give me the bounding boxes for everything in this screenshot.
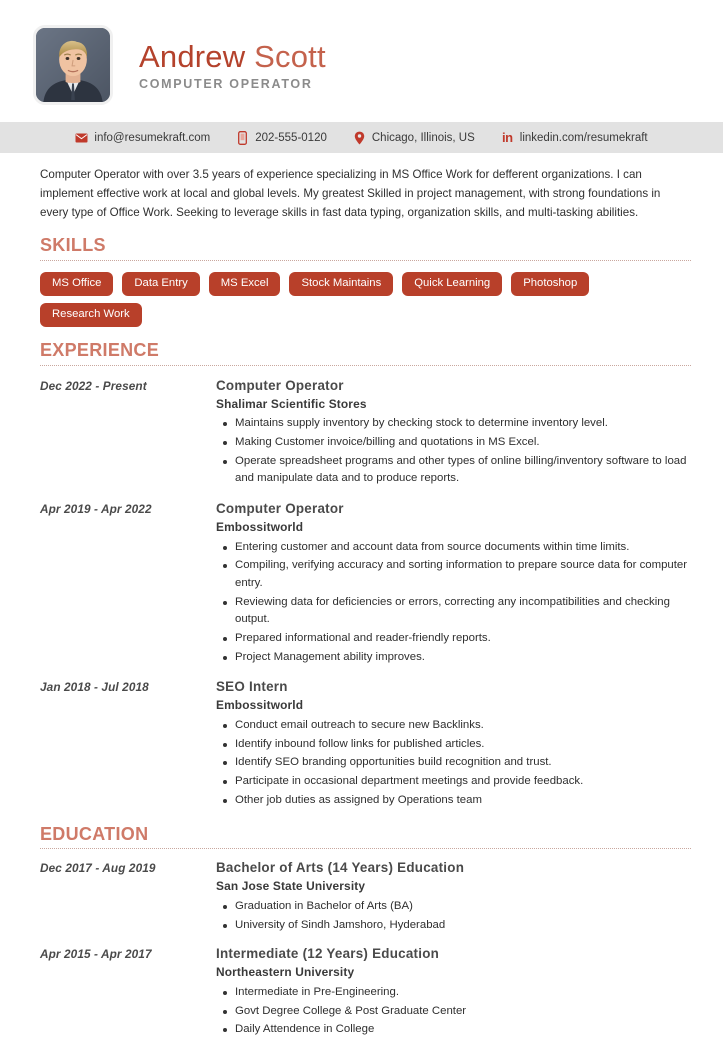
experience-entry [40,377,691,489]
bullet-item: Participate in occasional department meetings and provide feedback. [235,773,691,791]
bullet-item: Prepared informational and reader-friendly reports. [235,630,691,648]
experience-role: Computer Operator [216,377,344,393]
bullet-item: Govt Degree College & Post Graduate Center [235,1003,691,1021]
contact-location[interactable] [353,131,475,145]
profile-photo-icon [36,28,110,102]
experience-entry [40,500,691,667]
section-title-experience: EXPERIENCE [40,340,691,366]
linkedin-glyph: in [502,130,513,145]
section-title-skills: SKILLS [40,235,691,261]
summary-text: Computer Operator with over 3.5 years of experience specializing in MS Office Work for defferent organizations. I can implement effective work at local and global levels. My greatest Skilled in project management, with strong foundations in every type of Office Work. Seeking to leverage skills in fast data typing, organization skills, and multi-tasking abilities. [40,168,661,219]
contact-phone-text: 202-555-0120 [255,131,327,144]
section-education [40,824,691,1040]
education-entry [40,859,691,935]
bullet-item: Project Management ability improves. [235,649,691,667]
bullet-item: Entering customer and account data from source documents within time limits. [235,539,691,557]
map-pin-icon [353,131,366,145]
skill-chip[interactable]: Stock Maintains [289,272,393,296]
skill-chip[interactable]: MS Excel [209,272,281,296]
experience-org: Embossitworld [216,520,304,535]
envelope-icon [75,131,88,145]
first-name: Andrew [139,38,246,74]
section-title-education: EDUCATION [40,824,691,850]
experience-details [216,377,691,489]
bullet-item: Intermediate in Pre-Engineering. [235,984,691,1002]
bullet-item: University of Sindh Jamshoro, Hyderabad [235,917,691,935]
linkedin-icon [501,131,514,145]
experience-date: Dec 2022 - Present [40,378,147,393]
resume-header [0,0,723,122]
experience-details [216,678,691,810]
contact-email[interactable] [75,131,210,145]
mobile-phone-icon [236,131,249,145]
bullet-item: Making Customer invoice/billing and quotations in MS Excel. [235,434,691,452]
experience-role: Computer Operator [216,500,344,516]
experience-role: SEO Intern [216,679,288,695]
bullet-item: Maintains supply inventory by checking stock to determine inventory level. [235,415,691,433]
job-title: COMPUTER OPERATOR [139,77,313,92]
skills-list [40,272,691,327]
education-bullets [216,984,691,1039]
contact-location-text: Chicago, Illinois, US [371,131,475,144]
experience-details [216,500,691,667]
education-school: San Jose State University [216,879,366,894]
experience-bullets [216,539,691,667]
skill-chip[interactable]: Research Work [40,303,142,327]
bullet-item: Other job duties as assigned by Operations team [235,792,691,810]
experience-date: Apr 2019 - Apr 2022 [40,501,152,516]
last-name: Scott [254,38,326,74]
education-entry [40,945,691,1040]
experience-entry [40,678,691,810]
skill-chip[interactable]: MS Office [40,272,113,296]
education-bullets [216,898,691,934]
education-date: Apr 2015 - Apr 2017 [40,947,152,962]
contact-linkedin[interactable] [501,131,648,145]
experience-org: Embossitworld [216,698,304,713]
contact-bar [0,122,723,153]
bullet-item: Identify SEO branding opportunities build recognition and trust. [235,754,691,772]
education-degree: Bachelor of Arts (14 Years) Education [216,860,465,876]
experience-org: Shalimar Scientific Stores [216,396,367,411]
skill-chip[interactable]: Photoshop [511,272,589,296]
avatar [33,25,113,105]
skill-chip[interactable]: Data Entry [122,272,199,296]
education-school: Northeastern University [216,965,355,980]
section-skills [40,235,691,327]
education-details [216,945,691,1040]
experience-bullets [216,717,691,809]
contact-linkedin-text: linkedin.com/resumekraft [519,131,648,144]
section-experience [40,340,691,811]
experience-bullets [216,415,691,488]
full-name [139,38,326,74]
contact-phone[interactable] [236,131,327,145]
education-degree: Intermediate (12 Years) Education [216,946,440,962]
experience-date: Jan 2018 - Jul 2018 [40,680,149,695]
bullet-item: Compiling, verifying accuracy and sorting information to prepare source data for computer entry. [235,557,691,592]
education-details [216,859,691,935]
contact-email-text: info@resumekraft.com [94,131,211,144]
bullet-item: Reviewing data for deficiencies or errors, correcting any incompatibilities and checking output. [235,594,691,629]
resume-body [0,166,723,1040]
skill-chip[interactable]: Quick Learning [402,272,502,296]
name-block [139,39,326,92]
bullet-item: Conduct email outreach to secure new Backlinks. [235,717,691,735]
bullet-item: Identify inbound follow links for published articles. [235,736,691,754]
bullet-item: Graduation in Bachelor of Arts (BA) [235,898,691,916]
education-date: Dec 2017 - Aug 2019 [40,861,156,876]
bullet-item: Operate spreadsheet programs and other types of online billing/inventory software to load and manipulate data and to produce reports. [235,453,691,488]
bullet-item: Daily Attendence in College [235,1021,691,1039]
